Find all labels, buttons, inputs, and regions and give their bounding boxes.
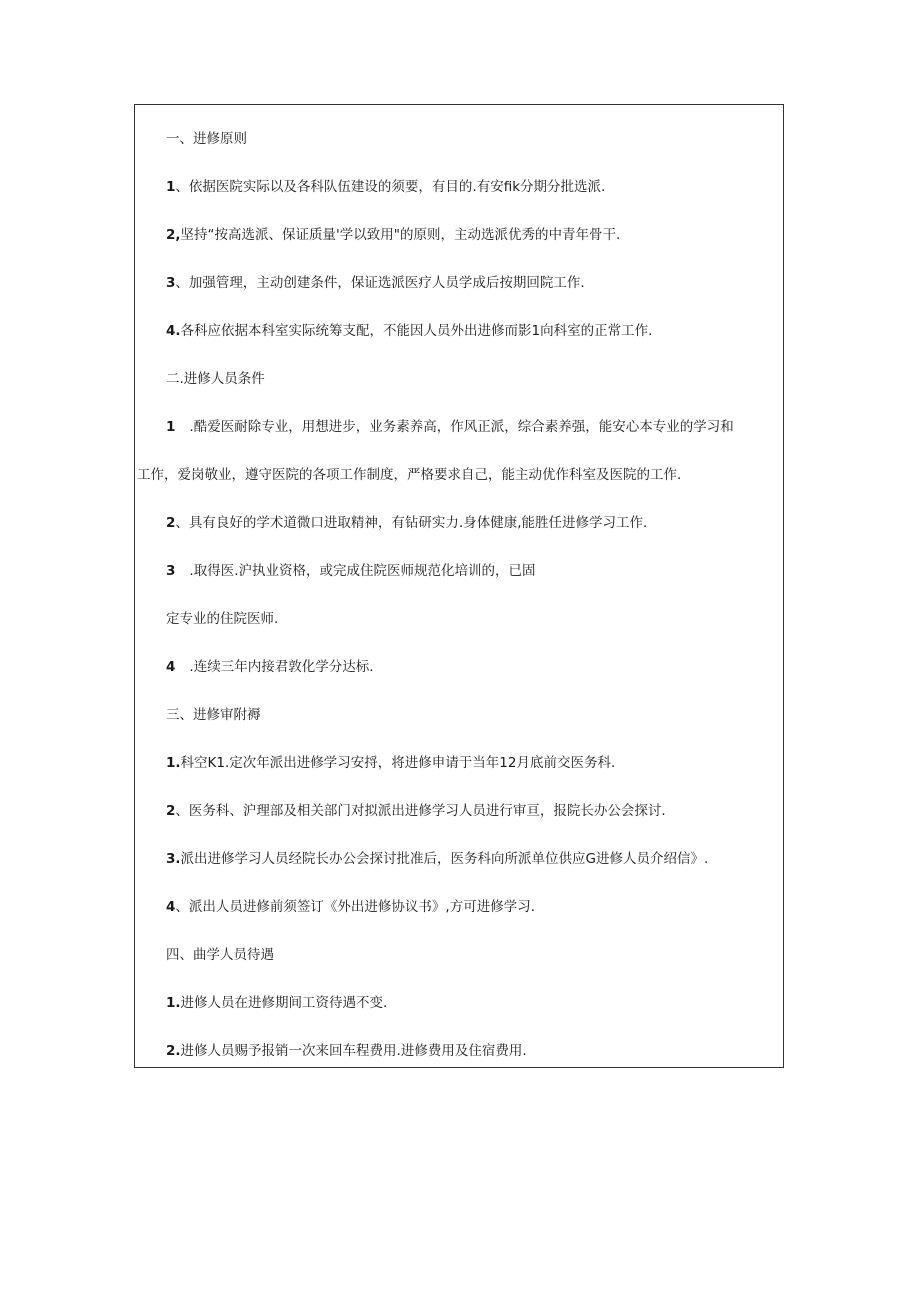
paragraph-2-1: 1 .酷爱医耐除专业，用想进步，业务素养高，作风正派，综合素养强，能安心本专业的学习和: [166, 419, 734, 435]
section-heading-3: 三、进修审附褥: [166, 707, 261, 723]
paragraph-3-2: 2、医务科、沪理部及相关部门对拟派出进修学习人员进行审亘，报院长办公会探讨.: [166, 803, 666, 819]
paragraph-3-1: 1.科空K1.定次年派出进修学习安捋，将进修申请于当年12月底前交医务科.: [166, 755, 616, 771]
paragraph-4-2: 2.进修人员赐予报销一次来回车程费用.进修费用及住宿费用.: [166, 1043, 527, 1059]
document-frame: [134, 104, 784, 1068]
paragraph-1-1: 1、依据医院实际以及各科队伍建设的须要，有目的.有安fik分期分批选派.: [166, 179, 606, 195]
section-heading-2: 二.进修人员条件: [166, 371, 265, 387]
paragraph-1-2: 2,坚持“按高选派、保证质量'学以致用"的原则，主动选派优秀的中青年骨干.: [166, 227, 621, 243]
paragraph-2-2: 2、具有良好的学术道微口进取精神，有钻研实力.身体健康,能胜任进修学习工作.: [166, 515, 648, 531]
paragraph-4-1: 1.进修人员在进修期间工资待遇不变.: [166, 995, 388, 1011]
paragraph-1-4: 4.各科应依据本科室实际统筹支配，不能因人员外出进修而影1向科室的正常工作.: [166, 323, 653, 339]
paragraph-3-4: 4、派出人员进修前须签订《外出进修协议书》,方可进修学习.: [166, 899, 535, 915]
section-heading-1: 一、进修原则: [166, 131, 247, 147]
paragraph-2-3: 3 .取得医.沪执业资格，或完成住院医师规范化培训的，已固: [166, 563, 536, 579]
paragraph-2-1-continued: 工作，爱岗敬业，遵守医院的各项工作制度，严格要求自己，能主动优作科室及医院的工作.: [137, 467, 682, 483]
paragraph-2-4: 4 .连续三年内接君敦化学分达标.: [166, 659, 374, 675]
paragraph-2-3-continued: 定专业的住院医师.: [166, 611, 279, 627]
paragraph-3-3: 3.派出进修学习人员经院长办公会探讨批准后，医务科向所派单位供应G进修人员介绍信》.: [166, 851, 709, 867]
section-heading-4: 四、曲学人员待遇: [166, 947, 274, 963]
paragraph-1-3: 3、加强管理，主动创建条件，保证选派医疗人员学成后按期回院工作.: [166, 275, 585, 291]
